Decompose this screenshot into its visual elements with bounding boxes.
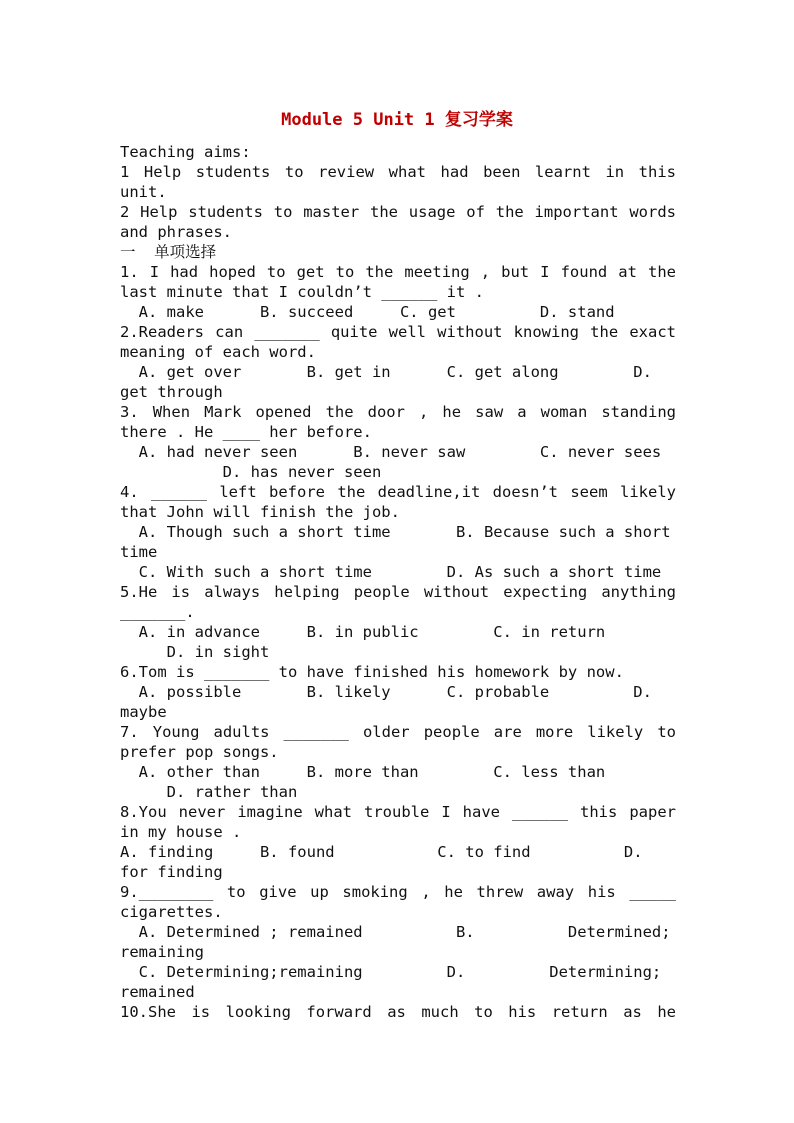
text-line: D. has never seen	[120, 463, 382, 481]
text-line: D. rather than	[120, 783, 298, 801]
text-line: time	[120, 543, 158, 561]
text-line: maybe	[120, 703, 167, 721]
text-line: _______.	[120, 603, 195, 621]
text-line: A. in advance B. in public C. in return	[120, 623, 606, 641]
text-line: in my house .	[120, 823, 242, 841]
text-line: C. Determining;remaining D. Determining;	[120, 963, 662, 981]
text-line: 5.He is always helping people without expecting anything	[120, 583, 676, 601]
text-line: remaining	[120, 943, 204, 961]
text-line: 3. When Mark opened the door , he saw a woman standing	[120, 403, 676, 421]
text-line: A. possible B. likely C. probable D.	[120, 683, 652, 701]
text-line: A. get over B. get in C. get along D.	[120, 363, 652, 381]
text-line: A. finding B. found C. to find D.	[120, 843, 643, 861]
text-line: that John will finish the job.	[120, 503, 400, 521]
text-line: cigarettes.	[120, 903, 223, 921]
text-line: 1 Help students to review what had been learnt in this	[120, 163, 676, 181]
text-line: for finding	[120, 863, 223, 881]
text-line: 9.________ to give up smoking , he threw away his _____	[120, 883, 676, 901]
text-line: A. Determined ; remained B. Determined;	[120, 923, 671, 941]
text-line: A. make B. succeed C. get D. stand	[120, 303, 615, 321]
document-body	[120, 142, 676, 1022]
text-line: D. in sight	[120, 643, 270, 661]
page-title: Module 5 Unit 1 复习学案	[281, 110, 513, 130]
text-line: 2 Help students to master the usage of the important words	[120, 203, 676, 221]
text-line: Teaching aims:	[120, 143, 251, 161]
text-line: get through	[120, 383, 223, 401]
text-line: 6.Tom is _______ to have finished his homework by now.	[120, 663, 624, 681]
text-line: there . He ____ her before.	[120, 423, 372, 441]
text-line: and phrases.	[120, 223, 232, 241]
text-line: A. had never seen B. never saw C. never sees	[120, 443, 662, 461]
text-line: last minute that I couldn’t ______ it .	[120, 283, 484, 301]
text-line: 一 单项选择	[120, 243, 217, 261]
text-line: 1. I had hoped to get to the meeting , but I found at the	[120, 263, 676, 281]
text-line: A. Though such a short time B. Because such a short	[120, 523, 671, 541]
text-line: prefer pop songs.	[120, 743, 279, 761]
text-line: A. other than B. more than C. less than	[120, 763, 606, 781]
text-line: C. With such a short time D. As such a short time	[120, 563, 662, 581]
text-line: remained	[120, 983, 195, 1001]
text-line: meaning of each word.	[120, 343, 316, 361]
text-line: 4. ______ left before the deadline,it doesn’t seem likely	[120, 483, 676, 501]
text-line: unit.	[120, 183, 167, 201]
text-line: 7. Young adults _______ older people are more likely to	[120, 723, 676, 741]
text-line: 2.Readers can _______ quite well without knowing the exact	[120, 323, 676, 341]
text-line: 8.You never imagine what trouble I have ______ this paper	[120, 803, 676, 821]
text-line: 10.She is looking forward as much to his return as he	[120, 1003, 676, 1021]
